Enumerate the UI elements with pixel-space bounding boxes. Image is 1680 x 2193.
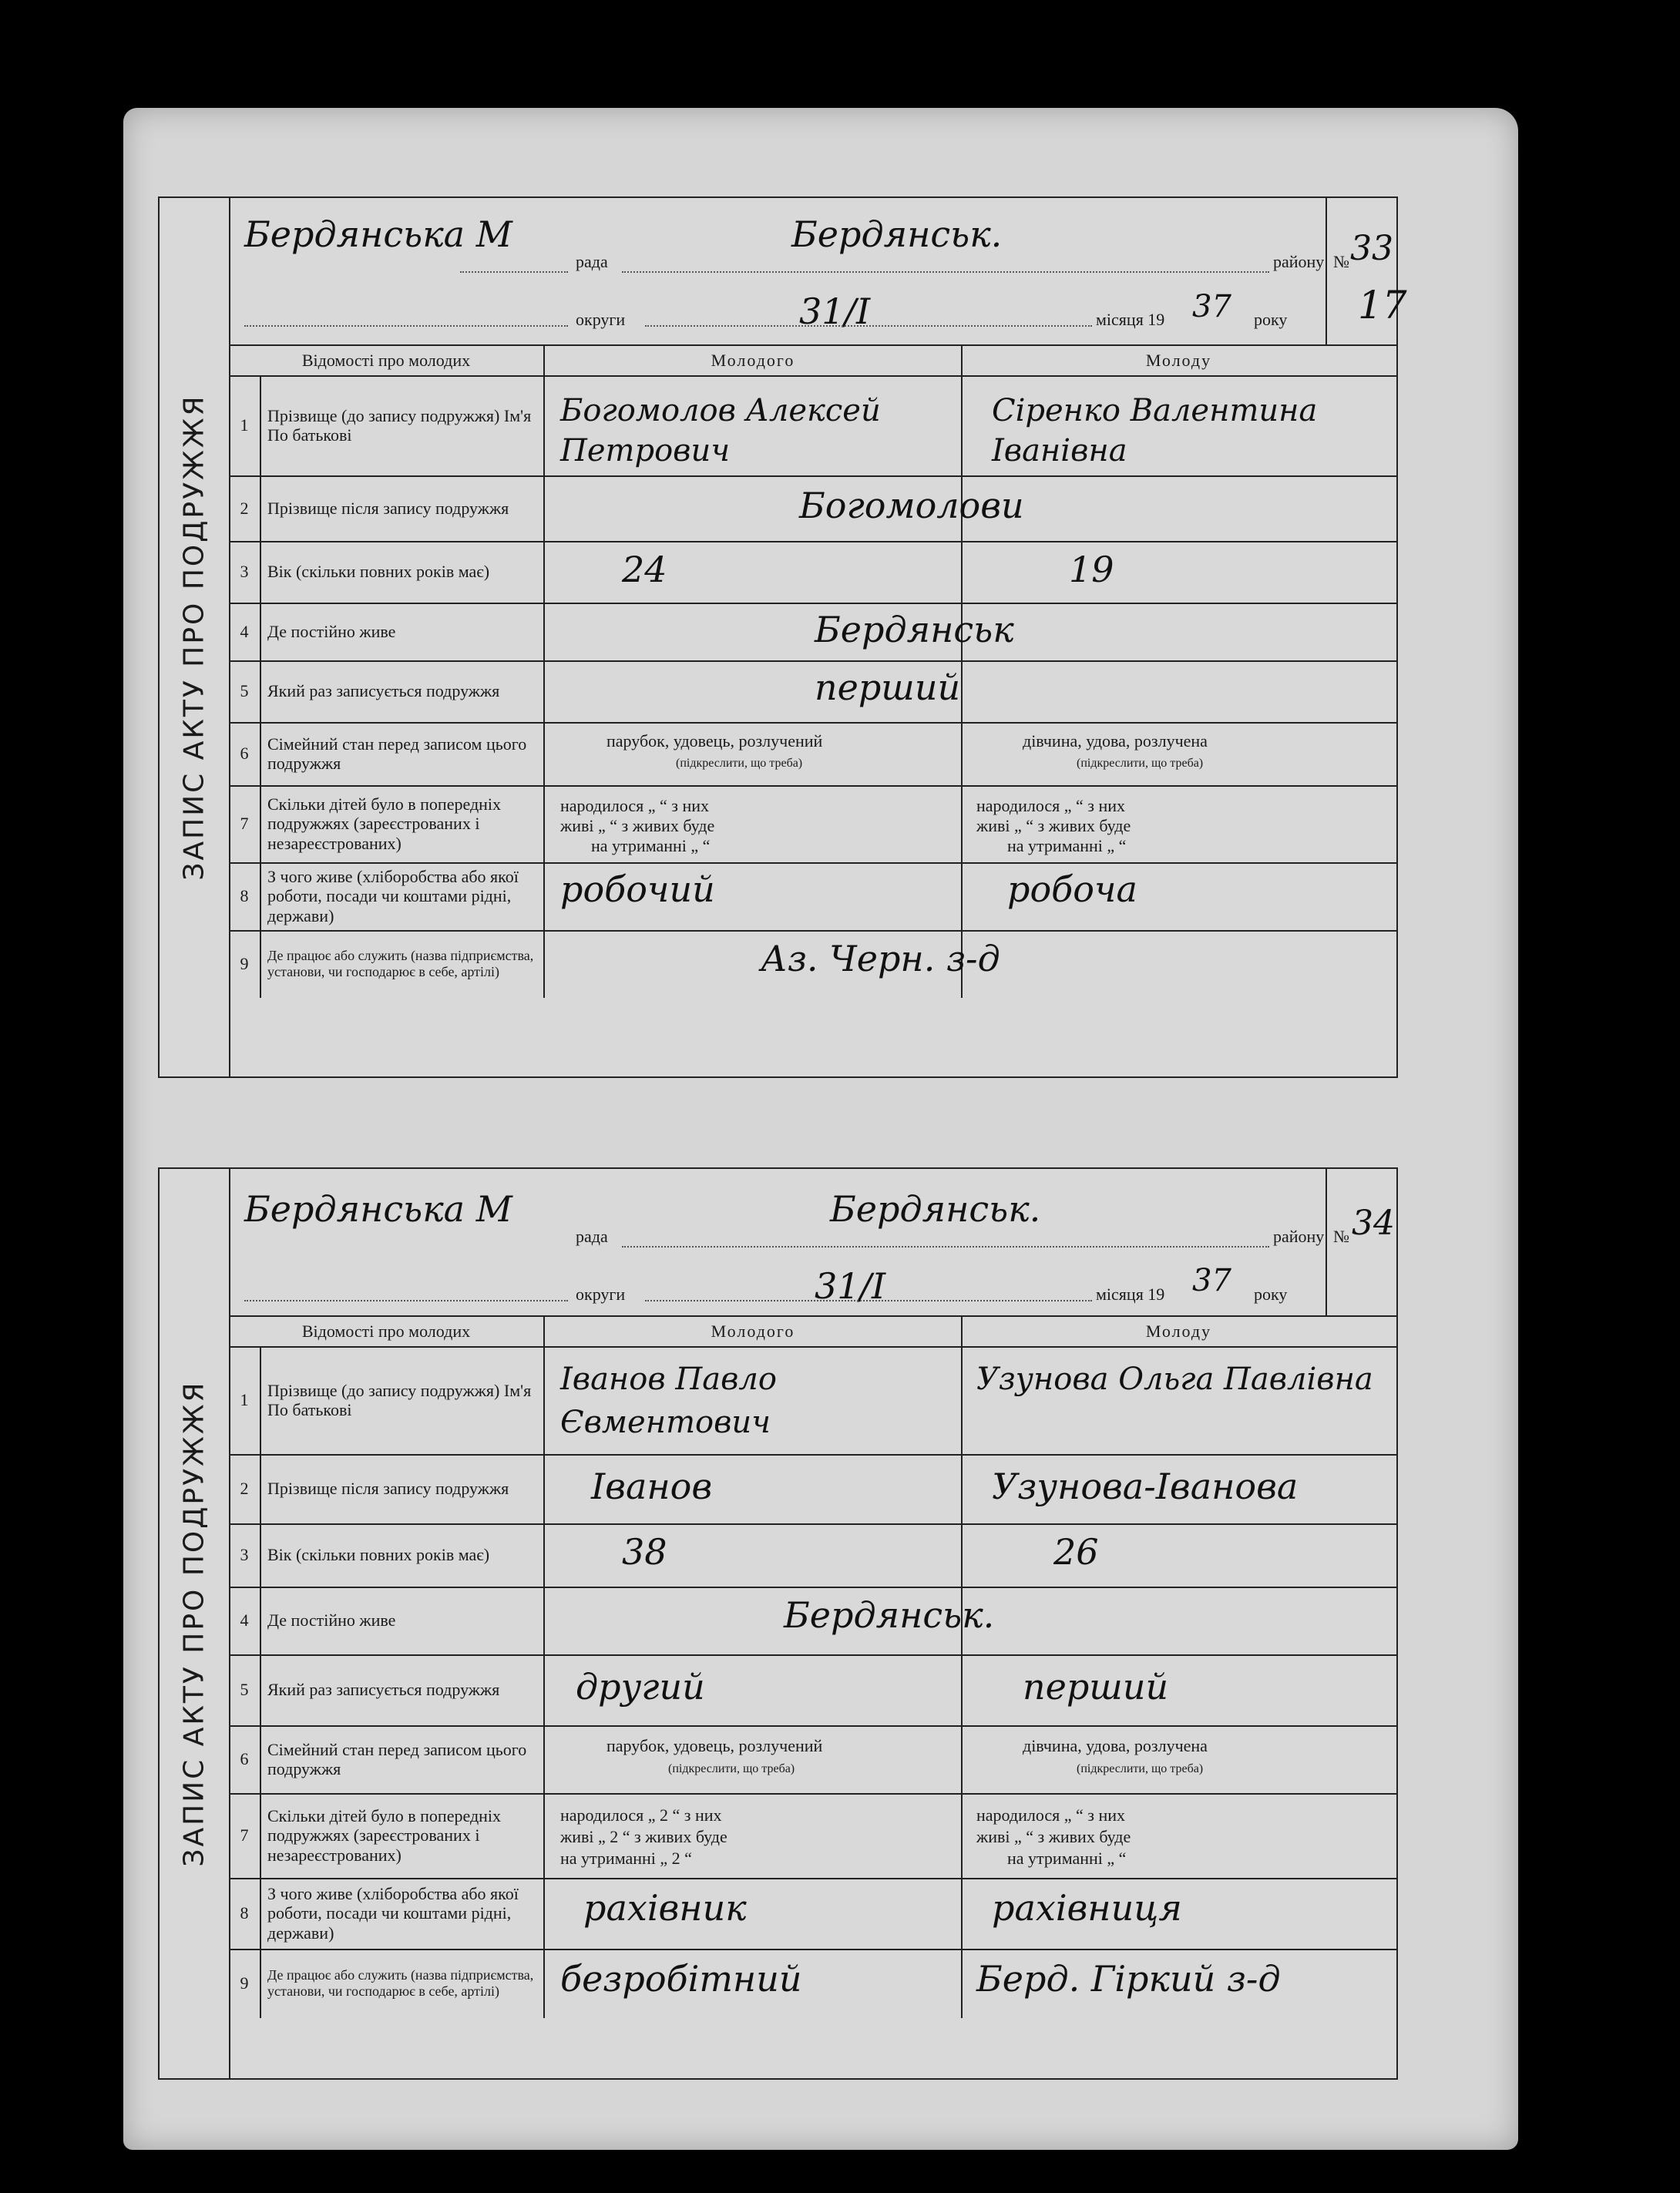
row-number: 5	[229, 660, 261, 722]
bride-occupation: робоча	[1007, 868, 1137, 910]
table-row	[229, 862, 1396, 932]
row-number: 8	[229, 862, 261, 930]
groom-age: 38	[622, 1531, 667, 1573]
row-number: 9	[229, 1949, 261, 2018]
workplace: Аз. Черн. з-д	[761, 938, 1000, 979]
raion-label: району	[1273, 252, 1325, 271]
raion-label: району	[1273, 1227, 1325, 1246]
bride-name: Сіренко Валентина Іванівна	[992, 393, 1318, 468]
year-label: року	[1254, 310, 1288, 329]
marriage-record-form-2	[158, 1167, 1398, 2080]
bride-status-hint: (підкреслити, що треба)	[1077, 757, 1204, 770]
table-row	[229, 930, 1396, 998]
row-label: Де працює або служить (назва підприємства, установи, чи господарює в себе, артілі)	[260, 1949, 545, 2018]
row-number: 1	[229, 375, 261, 475]
groom-occupation: робочий	[560, 868, 715, 910]
bride-name: Узунова Ольга Павлівна	[976, 1362, 1373, 1397]
table-row	[229, 1949, 1396, 2018]
date-handwritten: 31/I	[799, 290, 871, 332]
groom-status-hint: (підкреслити, що треба)	[668, 1762, 795, 1775]
table-row	[229, 1523, 1396, 1588]
row-number: 3	[229, 541, 261, 603]
bride-marriage-count: перший	[1023, 1666, 1169, 1708]
okrug-label: округи	[576, 1285, 626, 1304]
row-number: 7	[229, 785, 261, 862]
rada-handwritten: Бердянська М	[244, 213, 512, 255]
groom-kids-alive: живі „ 2 “ з живих буде	[560, 1827, 727, 1846]
form-table	[229, 1315, 1396, 2080]
groom-name: Богомолов Алексей Петрович	[560, 393, 881, 468]
table-header-row	[229, 346, 1396, 377]
bride-kids-born: народилося „ “ з них	[976, 1805, 1126, 1825]
bride-surname-after: Узунова-Іванова	[992, 1466, 1299, 1507]
table-row	[229, 1793, 1396, 1879]
row-number: 4	[229, 603, 261, 660]
bride-age: 26	[1053, 1531, 1099, 1573]
groom-kids-dependent: на утриманні „ 2 “	[560, 1849, 692, 1868]
bride-status-options: дівчина, удова, розлучена	[1023, 1736, 1208, 1755]
table-row	[229, 1725, 1396, 1795]
row-number: 8	[229, 1878, 261, 1949]
bride-occupation: рахівниця	[992, 1887, 1182, 1929]
groom-marriage-count: другий	[576, 1666, 705, 1708]
form-header	[229, 1169, 1396, 1315]
okrug-label: округи	[576, 310, 626, 329]
marriage-record-form-1	[158, 196, 1407, 1078]
record-number: 33	[1350, 229, 1393, 268]
groom-age: 24	[622, 549, 667, 590]
row-number: 5	[229, 1654, 261, 1725]
bride-kids-alive: живі „ “ з живих буде	[976, 1827, 1131, 1846]
row-number: 2	[229, 475, 261, 541]
record-number: 34	[1352, 1204, 1395, 1243]
groom-kids-alive: живі „ “ з живих буде	[560, 816, 715, 835]
table-row	[229, 1587, 1396, 1656]
table-row	[229, 1878, 1396, 1950]
row-number: 2	[229, 1454, 261, 1523]
column-header-label: Відомості про молодих	[229, 346, 545, 375]
groom-occupation: рахівник	[583, 1887, 747, 1929]
month-label: місяця 19	[1096, 1285, 1165, 1304]
column-header-groom: Молодого	[711, 351, 795, 370]
bride-kids-dependent: на утриманні „ “	[1007, 836, 1127, 855]
table-row	[229, 1654, 1396, 1727]
side-title: ЗАПИС АКТУ ПРО ПОДРУЖЖЯ	[178, 394, 210, 881]
table-row	[229, 1346, 1396, 1456]
table-row	[229, 541, 1396, 604]
year-handwritten: 37	[1192, 289, 1231, 324]
row-label: Де працює або служить (назва підприємства, установи, чи господарює в себе, артілі)	[260, 930, 545, 998]
column-header-groom: Молодого	[711, 1322, 795, 1341]
year-handwritten: 37	[1192, 1263, 1231, 1298]
row-number: 9	[229, 930, 261, 998]
surname-after-marriage: Богомолови	[799, 485, 1024, 526]
bride-kids-alive: живі „ “ з живих буде	[976, 816, 1131, 835]
number-label: №	[1333, 1227, 1349, 1246]
row-label: Прізвище (до запису подружжя) Ім'я По батькові	[260, 375, 545, 475]
groom-surname-after: Іванов	[591, 1466, 713, 1507]
row-label: Де постійно живе	[260, 1587, 545, 1654]
table-row	[229, 375, 1396, 477]
table-row	[229, 475, 1396, 542]
residence: Бердянськ.	[784, 1594, 995, 1636]
row-label: Прізвище після запису подружжя	[260, 1454, 545, 1523]
bride-status-hint: (підкреслити, що треба)	[1077, 1762, 1204, 1775]
groom-name: Іванов Павло Євментович	[560, 1362, 777, 1440]
side-title: ЗАПИС АКТУ ПРО ПОДРУЖЖЯ	[178, 1380, 210, 1867]
row-number: 3	[229, 1523, 261, 1587]
rada-label: рада	[576, 1227, 608, 1246]
column-header-label: Відомості про молодих	[229, 1317, 545, 1346]
record-number-box	[1326, 198, 1407, 346]
row-label: Вік (скільки повних років має)	[260, 541, 545, 603]
bride-workplace: Берд. Гіркий з-д	[976, 1958, 1281, 2000]
year-label: року	[1254, 1285, 1288, 1304]
bride-age: 19	[1069, 549, 1114, 590]
marriage-count: перший	[815, 667, 961, 708]
row-label: Скільки дітей було в попередніх подружжях (зареєстрованих і незареєстрованих)	[260, 785, 545, 862]
bride-kids-born: народилося „ “ з них	[976, 796, 1126, 815]
groom-status-options: парубок, удовець, розлучений	[606, 731, 823, 751]
bride-kids-dependent: на утриманні „ “	[1007, 1849, 1127, 1868]
column-header-bride: Молоду	[1145, 351, 1212, 370]
form-table	[229, 344, 1396, 1078]
raion-handwritten: Бердянськ.	[791, 213, 1003, 255]
record-number-secondary: 17	[1358, 283, 1407, 327]
groom-kids-born: народилося „ “ з них	[560, 796, 710, 815]
month-label: місяця 19	[1096, 310, 1165, 329]
groom-kids-dependent: на утриманні „ “	[591, 836, 711, 855]
row-label: Прізвище після запису подружжя	[260, 475, 545, 541]
row-label: Скільки дітей було в попередніх подружжях (зареєстрованих і незареєстрованих)	[260, 1793, 545, 1878]
groom-status-options: парубок, удовець, розлучений	[606, 1736, 823, 1755]
groom-status-hint: (підкреслити, що треба)	[676, 757, 803, 770]
row-label: Вік (скільки повних років має)	[260, 1523, 545, 1587]
row-label: Сімейний стан перед записом цього подружжя	[260, 722, 545, 785]
number-label: №	[1333, 252, 1349, 271]
groom-kids-born: народилося „ 2 “ з них	[560, 1805, 722, 1825]
groom-workplace: безробітний	[560, 1958, 802, 2000]
raion-handwritten: Бердянськ.	[830, 1188, 1041, 1230]
rada-handwritten: Бердянська М	[244, 1188, 512, 1230]
table-row	[229, 785, 1396, 864]
residence: Бердянськ	[815, 609, 1014, 650]
row-number: 1	[229, 1346, 261, 1454]
row-label: З чого живе (хліборобства або якої роботи, посади чи коштами рідні, держави)	[260, 1878, 545, 1949]
row-label: Який раз записується подружжя	[260, 1654, 545, 1725]
table-row	[229, 1454, 1396, 1525]
row-label: Який раз записується подружжя	[260, 660, 545, 722]
table-row	[229, 660, 1396, 724]
side-title-column	[160, 1169, 230, 2078]
table-header-row	[229, 1317, 1396, 1348]
rada-label: рада	[576, 252, 608, 271]
row-label: З чого живе (хліборобства або якої роботи, посади чи коштами рідні, держави)	[260, 862, 545, 930]
column-header-bride: Молоду	[1145, 1322, 1212, 1341]
side-title-column	[160, 198, 230, 1076]
row-label: Сімейний стан перед записом цього подружжя	[260, 1725, 545, 1793]
form-header	[229, 198, 1407, 344]
row-number: 6	[229, 1725, 261, 1793]
table-row	[229, 603, 1396, 662]
row-number: 4	[229, 1587, 261, 1654]
record-number-box	[1326, 1169, 1396, 1317]
row-label: Прізвище (до запису подружжя) Ім'я По батькові	[260, 1346, 545, 1454]
row-number: 7	[229, 1793, 261, 1878]
bride-status-options: дівчина, удова, розлучена	[1023, 731, 1208, 751]
row-number: 6	[229, 722, 261, 785]
table-row	[229, 722, 1396, 787]
row-label: Де постійно живе	[260, 603, 545, 660]
date-handwritten: 31/I	[815, 1265, 886, 1307]
